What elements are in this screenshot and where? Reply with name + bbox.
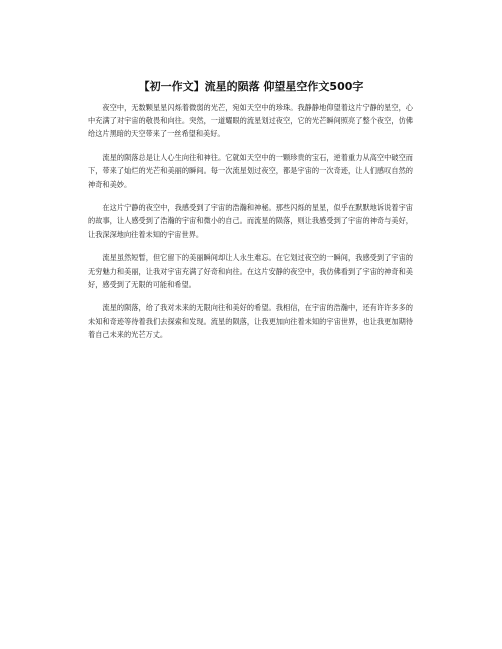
article-body <box>88 101 413 352</box>
paragraph: 在这片宁静的夜空中，我感受到了宇宙的浩瀚和神秘。那些闪烁的星星，似乎在默默地诉说着宇宙的故事，让人感受到了浩瀚的宇宙和微小的自己。而流星的陨落，则让我感受到了宇宙的神奇与美好，让我深深地向往着未知的宇宙世界。 <box>88 203 413 239</box>
paragraph: 流星虽然短暂，但它留下的美丽瞬间却让人永生难忘。在它划过夜空的一瞬间，我感受到了宇宙的无穷魅力和美丽，让我对宇宙充满了好奇和向往。在这片安静的夜空中，我仿佛看到了宇宙的神奇和美好，感受到了无限的可能和希望。 <box>88 253 413 289</box>
paragraph: 流星的陨落总是让人心生向往和神往。它就如天空中的一颗珍贵的宝石，逆着重力从高空中破空而下，带来了灿烂的光芒和美丽的瞬间。每一次流星划过夜空，都是宇宙的一次奇迹，让人们感叹自然的神奇和美妙。 <box>88 153 413 189</box>
page-title: 【初一作文】流星的陨落 仰望星空作文500字 <box>138 80 364 93</box>
paragraph: 流星的陨落，给了我对未来的无限向往和美好的希望。我相信，在宇宙的浩瀚中，还有许许多多的未知和奇迹等待着我们去探索和发现。流星的陨落，让我更加向往着未知的宇宙世界，也让我更加期待着自己未来的光芒万丈。 <box>88 303 413 339</box>
paragraph: 夜空中，无数颗星星闪烁着微弱的光芒，宛如天空中的珍珠。我静静地仰望着这片宁静的星空，心中充满了对宇宙的敬畏和向往。突然，一道耀眼的流星划过夜空，它的光芒瞬间照亮了整个夜空，仿佛给这片黑暗的天空带来了一丝希望和美好。 <box>88 103 413 139</box>
